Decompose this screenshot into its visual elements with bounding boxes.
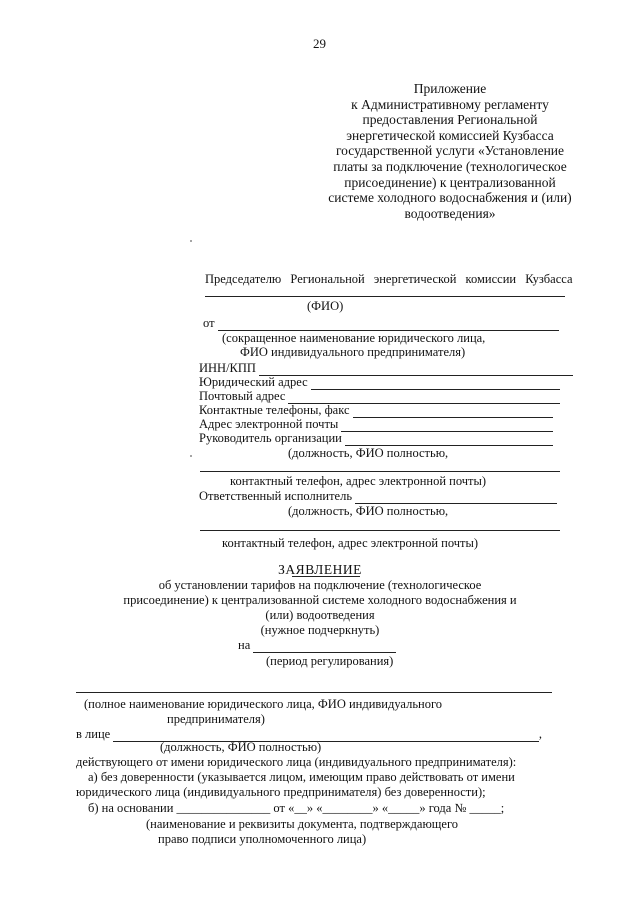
exec-hint-2: контактный телефон, адрес электронной почты) xyxy=(222,536,479,550)
fio-hint: (ФИО) xyxy=(307,299,344,313)
head-hint-2: контактный телефон, адрес электронной почты) xyxy=(230,474,487,488)
period-row xyxy=(238,638,396,653)
head-extra-line xyxy=(200,471,560,472)
acting-text: действующего от имени юридического лица (индивидуального предпринимателя): xyxy=(76,755,517,769)
inn-row xyxy=(199,361,573,376)
appendix-line: водоотведения» xyxy=(404,205,496,221)
exec-hint-1: (должность, ФИО полностью, xyxy=(288,504,449,518)
doc-hint-2: право подписи уполномоченного лица) xyxy=(158,832,367,846)
person-hint: (должность, ФИО полностью) xyxy=(160,740,322,754)
statement-line-3: (или) водоотведения xyxy=(265,608,375,622)
head-hint-1: (должность, ФИО полностью, xyxy=(288,446,449,460)
period-input[interactable] xyxy=(253,641,396,653)
appendix-line: платы за подключение (технологическое xyxy=(333,158,567,174)
option-b-line: б) на основании _______________ от «__» «________» «_____» года № _____; xyxy=(88,801,505,815)
statement-line-2: присоединение) к централизованной системе холодного водоснабжения и xyxy=(123,593,517,607)
head-input[interactable] xyxy=(345,434,553,446)
person-label: в лице xyxy=(76,727,111,741)
statement-line-1: об установлении тарифов на подключение (технологическое xyxy=(158,578,482,592)
scan-dot xyxy=(190,240,192,242)
from-hint-1: (сокращенное наименование юридического лица, xyxy=(222,331,486,345)
doc-hint-1: (наименование и реквизиты документа, подтверждающего xyxy=(146,817,459,831)
from-row xyxy=(203,316,559,331)
executor-row xyxy=(199,489,557,504)
appendix-line: Приложение xyxy=(413,81,487,96)
head-row xyxy=(199,431,553,446)
email-label: Адрес электронной почты xyxy=(199,417,339,431)
statement-title: ЗАЯВЛЕНИЕ xyxy=(278,562,362,577)
person-comma: , xyxy=(538,727,542,741)
appendix-line: предоставления Региональной xyxy=(362,112,538,128)
appendix-line: присоединение) к централизованной xyxy=(344,174,556,190)
postal-address-label: Почтовый адрес xyxy=(199,389,286,403)
from-hint-2: ФИО индивидуального предпринимателя) xyxy=(240,345,466,359)
appendix-block xyxy=(300,81,600,221)
option-a-line-2: юридического лица (индивидуального предпринимателя) без доверенности); xyxy=(76,785,486,799)
period-hint: (период регулирования) xyxy=(266,654,394,668)
phones-label: Контактные телефоны, факс xyxy=(199,403,350,417)
appendix-line: к Административному регламенту xyxy=(351,96,549,112)
head-label: Руководитель организации xyxy=(199,431,342,445)
phones-row xyxy=(199,403,553,418)
addressee-to: Председателю Региональной энергетической комиссии Кузбасса xyxy=(205,272,573,286)
org-hint-2: предпринимателя) xyxy=(167,712,265,726)
page-number: 29 xyxy=(313,36,326,51)
executor-label: Ответственный исполнитель xyxy=(199,489,353,503)
org-hint-1: (полное наименование юридического лица, ФИО индивидуального xyxy=(84,697,443,711)
scan-dot xyxy=(190,455,192,457)
appendix-line: энергетической комиссией Кузбасса xyxy=(346,127,554,143)
from-input[interactable] xyxy=(218,319,559,331)
exec-extra-line xyxy=(200,530,560,531)
appendix-line: государственной услуги «Установление xyxy=(335,143,565,159)
postal-address-row xyxy=(199,389,560,404)
statement-title-underline xyxy=(292,576,360,577)
statement-line-4: (нужное подчеркнуть) xyxy=(260,623,380,637)
email-row xyxy=(199,417,553,432)
org-name-line[interactable] xyxy=(76,692,552,693)
option-a-line-1: а) без доверенности (указывается лицом, имеющим право действовать от имени xyxy=(88,770,515,784)
legal-address-label: Юридический адрес xyxy=(199,375,308,389)
appendix-line: системе холодного водоснабжения и (или) xyxy=(328,190,572,206)
inn-label: ИНН/КПП xyxy=(199,361,256,375)
from-label: от xyxy=(203,316,215,330)
addressee-fio-line xyxy=(205,296,565,297)
legal-address-row xyxy=(199,375,560,390)
period-label: на xyxy=(238,638,251,652)
executor-input[interactable] xyxy=(355,492,557,504)
